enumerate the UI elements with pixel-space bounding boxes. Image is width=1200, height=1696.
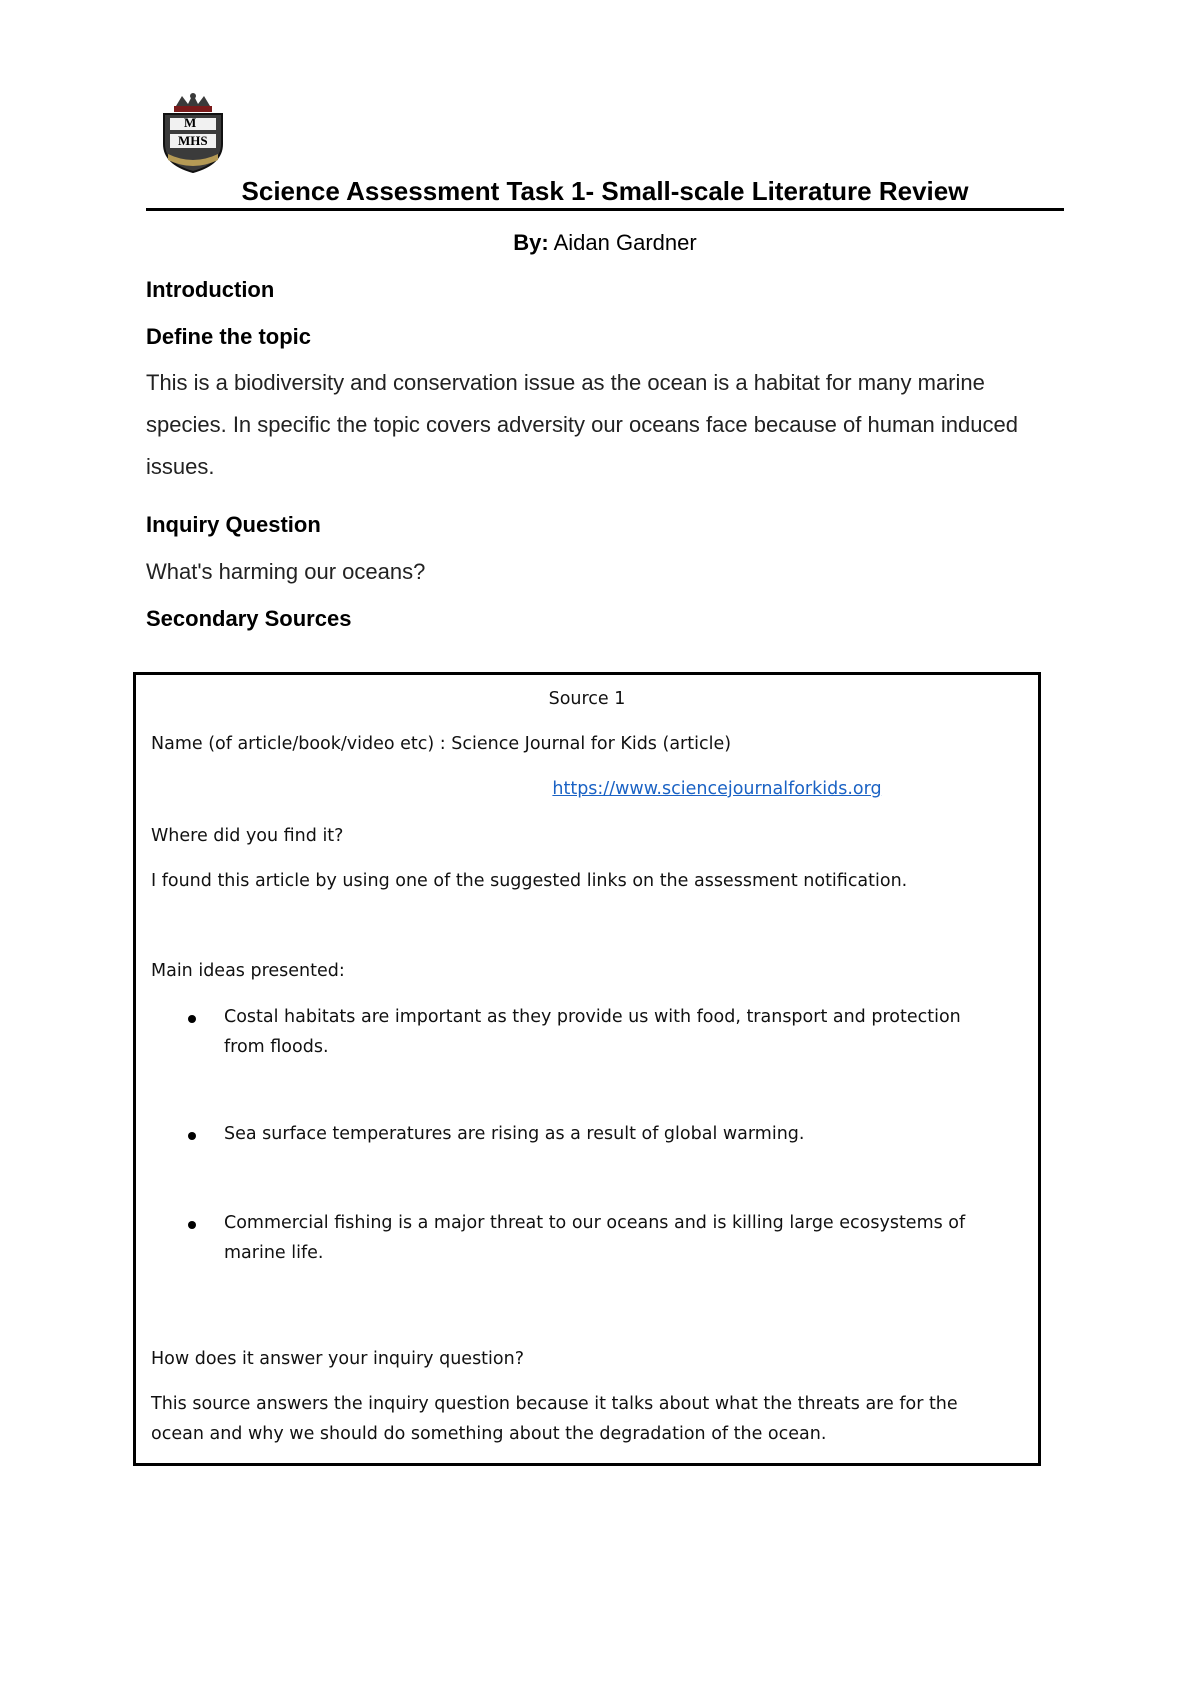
by-label: By: <box>513 230 549 255</box>
where-found-answer: I found this article by using one of the suggested links on the assessment notification. <box>151 871 908 891</box>
main-idea-2: Sea surface temperatures are rising as a result of global warming. <box>224 1124 805 1144</box>
bullet-2 <box>188 1132 196 1140</box>
define-topic-body: This is a biodiversity and conservation issue as the ocean is a habitat for many marine species. In specific the topic covers adversity our oceans face because of human induced issues. <box>146 370 1018 479</box>
source-name-line: Name (of article/book/video etc) : Science Journal for Kids (article) <box>151 734 732 754</box>
author-name: Aidan Gardner <box>553 230 697 255</box>
source-1-box <box>133 672 1041 1466</box>
introduction-heading: Introduction <box>146 277 275 302</box>
inquiry-question-body: What's harming our oceans? <box>146 559 426 584</box>
main-idea-3: Commercial fishing is a major threat to our oceans and is killing large ecosystems of marine life. <box>224 1213 966 1263</box>
source-url-link[interactable] <box>266 777 1168 801</box>
where-found-label: Where did you find it? <box>151 826 344 846</box>
inquiry-question-heading: Inquiry Question <box>146 512 321 537</box>
author-byline <box>146 228 1064 258</box>
source-title: Source 1 <box>548 689 626 709</box>
document-title: Science Assessment Task 1- Small-scale Literature Review <box>146 174 1064 211</box>
define-topic-heading: Define the topic <box>146 324 312 349</box>
main-idea-1: Costal habitats are important as they provide us with food, transport and protection from floods. <box>224 1007 961 1057</box>
main-ideas-label: Main ideas presented: <box>151 961 345 981</box>
secondary-sources-heading: Secondary Sources <box>146 606 352 631</box>
source-url[interactable]: https://www.sciencejournalforkids.org <box>552 779 882 799</box>
logo-letters-hs: MHS <box>178 133 208 148</box>
bullet-3 <box>188 1221 196 1229</box>
answer-label: How does it answer your inquiry question? <box>151 1349 524 1369</box>
bullet-1 <box>188 1015 196 1023</box>
answer-body: This source answers the inquiry question because it talks about what the threats are for the ocean and why we should do something about the degradation of the ocean. <box>151 1394 958 1444</box>
logo-letters-m: M <box>184 115 197 130</box>
